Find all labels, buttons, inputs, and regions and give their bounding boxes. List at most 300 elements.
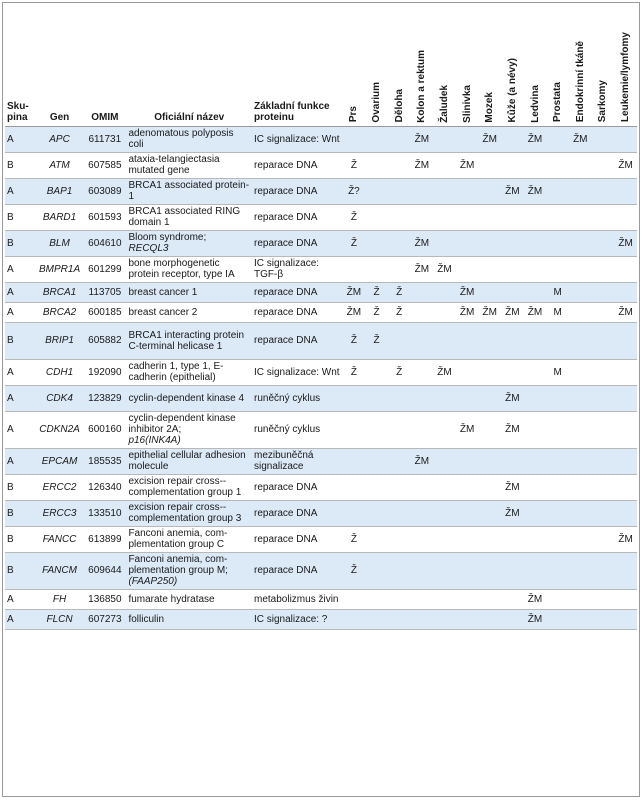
cancer-mark-cell [569,359,592,385]
cancer-mark-cell: Ž [343,322,366,359]
table-row [5,552,637,589]
cancer-mark-cell [501,589,524,609]
cancer-mark-cell [478,526,501,552]
cancer-mark-cell: ŽM [437,366,452,378]
gene-cell: CDKN2A [39,424,80,435]
cancer-mark-cell [388,609,411,629]
cancer-mark-cell [388,178,411,204]
cancer-mark-cell: ŽM [437,263,452,275]
cancer-mark-cell [592,282,615,302]
cancer-mark-cell [501,322,524,359]
cancer-mark-cell [478,448,501,474]
cancer-mark-cell [433,322,456,359]
cancer-mark-cell [501,526,524,552]
cancer-mark-cell: ŽM [459,159,475,171]
omim-cell: 136850 [88,593,122,605]
official-name-text: excision repair cross--complementation group 1 [128,476,242,498]
group-cell: A [7,263,14,275]
cancer-mark-cell: Ž [388,282,411,302]
header-cancer-label: Kolon a rektum [416,49,428,123]
cancer-mark-cell: ŽM [618,533,633,545]
cancer-mark-cell [478,474,501,500]
protein-function-cell: runěčný cyklus [254,424,321,435]
cancer-mark-cell [388,448,411,474]
table-row [5,474,637,500]
cancer-mark-cell: ŽM [618,159,633,171]
official-name-cell [126,552,252,589]
cancer-mark-cell [592,322,615,359]
cancer-mark-cell [456,609,479,629]
cancer-mark-cell [433,411,456,448]
omim-cell: 609644 [83,552,126,589]
gene-cell: ERCC2 [42,481,77,493]
cancer-mark-cell [524,552,547,589]
header-cancer-label: Prs [348,106,360,123]
cancer-mark-cell [365,152,388,178]
cancer-mark-cell [456,178,479,204]
cancer-mark-cell [546,552,569,589]
cancer-mark-cell [569,448,592,474]
cancer-mark-cell [456,230,479,256]
cancer-mark-cell [592,230,615,256]
cancer-mark-cell [614,474,637,500]
group-cell: A [7,593,14,605]
header-group: Sku-pina [5,8,36,126]
omim-cell: 605882 [83,322,126,359]
table-row [5,526,637,552]
header-cancer-4 [433,8,456,126]
cancer-mark-cell [569,282,592,302]
omim-cell: 611731 [83,126,126,152]
cancer-mark-cell [365,589,388,609]
cancer-mark-cell [592,500,615,526]
protein-function-cell: IC signalizace: ? [252,609,343,629]
official-name-text: cyclin-dependent kinase 4 [128,392,245,404]
cancer-mark-cell [524,322,547,359]
cancer-mark-cell: ŽM [414,263,430,275]
gene-cell: FANCM [36,552,83,589]
official-name-text: breast cancer 2 [128,306,198,318]
official-name-text: folliculin [128,613,165,625]
official-name-alias: (FAAP250) [128,576,178,587]
official-name-text: bone morphogenetic protein receptor, type IA [128,258,235,280]
cancer-mark-cell [433,589,456,609]
cancer-mark-cell [411,411,434,448]
cancer-mark-cell: ŽM [482,306,497,318]
omim-cell: 607585 [88,159,122,171]
official-name-cell [126,385,252,411]
cancer-mark-cell [411,500,434,526]
cancer-mark-cell [501,448,524,474]
cancer-mark-cell [569,411,592,448]
cancer-mark-cell: ŽM [346,306,362,318]
cancer-mark-cell: ŽM [505,306,520,318]
cancer-mark-cell [592,359,615,385]
header-cancer-5 [456,8,479,126]
protein-function-cell: runěčný cyklus [252,385,343,411]
cancer-mark-cell [614,411,637,448]
cancer-mark-cell [456,552,479,589]
cancer-mark-cell: ŽM [524,126,547,152]
cancer-mark-cell [388,126,411,152]
cancer-mark-cell [614,500,637,526]
cancer-mark-cell: ŽM [501,385,524,411]
cancer-mark-cell [569,552,592,589]
gene-cell: BARD1 [42,211,77,223]
cancer-mark-cell [569,204,592,230]
cancer-mark-cell [524,448,547,474]
cancer-mark-cell [614,282,637,302]
header-cancer-label: Endokrinní tkáně [574,41,586,123]
cancer-mark-cell [546,178,569,204]
cancer-mark-cell: ŽM [505,424,520,435]
official-name-cell [126,256,252,282]
gene-cell: ERCC3 [36,500,83,526]
cancer-mark-cell [343,500,366,526]
omim-cell: 123829 [83,385,126,411]
cancer-mark-cell [478,230,501,256]
official-name-cell [126,302,252,322]
header-cancer-8 [524,8,547,126]
header-cancer-10 [569,8,592,126]
cancer-mark-cell [501,256,524,282]
cancer-mark-cell [614,589,637,609]
cancer-mark-cell [569,302,592,322]
header-cancer-label: Slinivka [461,84,473,123]
cancer-mark-cell [478,359,501,385]
official-name-cell [126,126,252,152]
header-cancer-label: Prostata [552,82,564,123]
table-row [5,178,637,204]
official-name-cell [126,609,252,629]
cancer-mark-cell [411,178,434,204]
cancer-mark-cell [524,474,547,500]
cancer-mark-cell [546,385,569,411]
table-row [5,152,637,178]
cancer-mark-cell [343,411,366,448]
cancer-mark-cell [478,282,501,302]
cancer-mark-cell: Ž [350,159,357,171]
cancer-mark-cell [524,411,547,448]
official-name-text: BRCA1 interacting protein C-terminal helicase 1 [128,329,245,352]
protein-function-cell: reparace DNA [254,306,318,318]
official-name-text: adenomatous polyposis coli [128,128,234,150]
cancer-mark-cell [388,552,411,589]
official-name-cell [126,322,252,359]
cancer-mark-cell [614,385,637,411]
cancer-mark-cell [501,282,524,302]
cancer-mark-cell: ŽM [414,159,430,171]
cancer-mark-cell [365,411,388,448]
cancer-mark-cell [343,589,366,609]
cancer-mark-cell: Ž [396,306,403,318]
group-cell: B [5,230,36,256]
gene-cell: CDK4 [36,385,83,411]
cancer-mark-cell: ŽM [501,500,524,526]
cancer-mark-cell [569,609,592,629]
cancer-mark-cell [478,411,501,448]
group-cell: B [5,552,36,589]
omim-cell: 604610 [83,230,126,256]
gene-cell: BAP1 [36,178,83,204]
cancer-mark-cell [478,322,501,359]
cancer-mark-cell [614,256,637,282]
cancer-mark-cell [388,526,411,552]
cancer-mark-cell [478,552,501,589]
official-name-text: Fanconi anemia, com-plementation group M; [128,554,228,576]
gene-cell: ATM [49,159,70,171]
cancer-mark-cell: Ž [343,552,366,589]
cancer-mark-cell [592,178,615,204]
header-gene: Gen [36,8,83,126]
protein-function-cell: reparace DNA [252,282,343,302]
cancer-mark-cell [433,152,456,178]
official-name-cell [126,204,252,230]
cancer-mark-cell [456,385,479,411]
group-cell: B [7,533,14,545]
cancer-mark-cell: ŽM [524,609,547,629]
cancer-mark-cell [546,589,569,609]
cancer-mark-cell [365,256,388,282]
official-name-alias: RECQL3 [128,243,169,254]
cancer-mark-cell: Ž? [343,178,366,204]
cancer-mark-cell [365,552,388,589]
protein-function-cell: IC signalizace: Wnt [254,366,340,378]
cancer-mark-cell: M [553,366,562,378]
cancer-mark-cell [433,609,456,629]
cancer-mark-cell [343,126,366,152]
cancer-mark-cell [478,204,501,230]
cancer-mark-cell: Ž [396,366,403,378]
cancer-mark-cell [546,411,569,448]
cancer-mark-cell: ŽM [618,306,633,318]
cancer-mark-cell: ŽM [527,593,543,605]
official-name-cell [126,152,252,178]
group-cell: A [5,126,36,152]
official-name-text: Fanconi anemia, com-plementation group C [128,528,228,550]
protein-function-cell: reparace DNA [254,533,318,545]
cancer-mark-cell [411,474,434,500]
cancer-mark-cell [546,322,569,359]
header-cancer-6 [478,8,501,126]
table-header [5,8,637,126]
official-name-cell [126,359,252,385]
omim-cell: 613899 [88,533,122,545]
cancer-mark-cell [478,256,501,282]
cancer-mark-cell [343,256,366,282]
header-cancer-label: Ovarium [371,81,383,123]
omim-cell: 192090 [88,366,122,378]
group-cell: A [5,609,36,629]
cancer-mark-cell [365,204,388,230]
omim-cell: 600185 [88,306,122,318]
gene-cell: FLCN [36,609,83,629]
cancer-mark-cell [388,500,411,526]
protein-function-cell: reparace DNA [252,322,343,359]
omim-cell: 603089 [83,178,126,204]
cancer-mark-cell [569,178,592,204]
official-name-text: cyclin-dependent kinase inhibitor 2A; [128,413,236,435]
cancer-mark-cell [433,204,456,230]
group-cell: B [7,159,14,171]
cancer-mark-cell [524,385,547,411]
cancer-mark-cell [592,385,615,411]
official-name-cell [126,589,252,609]
cancer-mark-cell [433,178,456,204]
table-row [5,448,637,474]
cancer-mark-cell [411,204,434,230]
header-cancer-7 [501,8,524,126]
cancer-mark-cell [501,126,524,152]
cancer-mark-cell [411,552,434,589]
cancer-mark-cell [365,126,388,152]
cancer-mark-cell [388,474,411,500]
table-row [5,204,637,230]
group-cell: A [5,448,36,474]
cancer-mark-cell [478,609,501,629]
cancer-mark-cell [592,302,615,322]
cancer-mark-cell [524,526,547,552]
cancer-mark-cell [478,152,501,178]
cancer-mark-cell: ŽM [411,126,434,152]
cancer-mark-cell [411,282,434,302]
cancer-mark-cell [569,256,592,282]
gene-cell: BRIP1 [36,322,83,359]
cancer-mark-cell [546,152,569,178]
header-cancer-12 [614,8,637,126]
cancer-mark-cell [433,526,456,552]
group-cell: B [7,481,14,493]
cancer-mark-cell [614,322,637,359]
cancer-mark-cell [546,126,569,152]
gene-cell: BRCA1 [36,282,83,302]
cancer-mark-cell [546,256,569,282]
cancer-mark-cell [433,302,456,322]
gene-cell: APC [36,126,83,152]
header-cancer-label: Žaludek [438,84,450,123]
cancer-mark-cell: Ž [350,211,357,223]
cancer-mark-cell [592,126,615,152]
table-row [5,282,637,302]
gene-cell: FH [52,593,67,605]
cancer-mark-cell [592,256,615,282]
official-name-text: ataxia-telangiectasia mutated gene [128,154,220,176]
header-cancer-label: Děloha [393,89,405,123]
cancer-mark-cell [501,552,524,589]
cancer-mark-cell [501,204,524,230]
table-row [5,302,637,322]
official-name-cell [126,411,252,448]
cancer-mark-cell [456,448,479,474]
cancer-mark-cell [546,230,569,256]
cancer-mark-cell: ŽM [343,282,366,302]
gene-cell: FANCC [42,533,77,545]
omim-cell: 607273 [83,609,126,629]
cancer-mark-cell [456,474,479,500]
cancer-mark-cell [501,609,524,629]
cancer-mark-cell: ŽM [505,481,520,493]
table-row [5,411,637,448]
cancer-mark-cell [365,500,388,526]
official-name-cell [126,448,252,474]
cancer-mark-cell [546,500,569,526]
header-cancer-1 [365,8,388,126]
cancer-mark-cell [524,152,547,178]
cancer-mark-cell [614,609,637,629]
official-name-cell [126,230,252,256]
header-cancer-label: Sarkomy [597,80,609,123]
cancer-mark-cell [524,359,547,385]
cancer-mark-cell [456,204,479,230]
gene-cell: EPCAM [36,448,83,474]
cancer-mark-cell [569,152,592,178]
group-cell: A [5,385,36,411]
cancer-mark-cell: M [546,282,569,302]
gene-cell: BRCA2 [42,306,77,318]
omim-cell: 133510 [83,500,126,526]
cancer-mark-cell [569,322,592,359]
protein-function-cell: metabolizmus živin [254,593,339,605]
protein-function-cell: reparace DNA [254,481,318,493]
header-name: Oficiální název [126,8,252,126]
cancer-mark-cell [614,448,637,474]
omim-cell: 113705 [83,282,126,302]
table-row [5,230,637,256]
cancer-mark-cell: ŽM [456,282,479,302]
cancer-mark-cell [456,256,479,282]
cancer-mark-cell [524,230,547,256]
cancer-mark-cell [592,589,615,609]
omim-cell: 601299 [88,263,122,275]
cancer-mark-cell [411,359,434,385]
cancer-mark-cell [365,609,388,629]
group-cell: A [7,306,14,318]
cancer-mark-cell [365,474,388,500]
official-name-text: BRCA1 associated RING domain 1 [128,206,241,228]
cancer-mark-cell [478,589,501,609]
cancer-mark-cell [569,589,592,609]
cancer-mark-cell [433,126,456,152]
official-name-alias: p16(INK4A) [128,435,181,446]
group-cell: A [7,424,14,435]
cancer-mark-cell [388,385,411,411]
omim-cell: 126340 [88,481,122,493]
protein-function-cell: reparace DNA [252,552,343,589]
cancer-mark-cell [501,359,524,385]
cancer-mark-cell [546,474,569,500]
cancer-mark-cell: ŽM [527,306,543,318]
header-omim: OMIM [83,8,126,126]
cancer-mark-cell [365,359,388,385]
official-name-cell [126,526,252,552]
cancer-mark-cell [388,152,411,178]
cancer-mark-cell [524,204,547,230]
protein-function-cell: IC signalizace: Wnt [252,126,343,152]
table-row [5,256,637,282]
cancer-mark-cell [569,526,592,552]
cancer-mark-cell [388,322,411,359]
cancer-mark-cell [343,448,366,474]
cancer-mark-cell [456,500,479,526]
table-row [5,359,637,385]
table-row [5,589,637,609]
cancer-mark-cell [501,152,524,178]
cancer-mark-cell [365,526,388,552]
protein-function-cell: IC signalizace: TGF-β [254,258,320,280]
protein-function-cell: mezibuněčná signalizace [252,448,343,474]
cancer-mark-cell [433,552,456,589]
group-cell: A [7,366,14,378]
